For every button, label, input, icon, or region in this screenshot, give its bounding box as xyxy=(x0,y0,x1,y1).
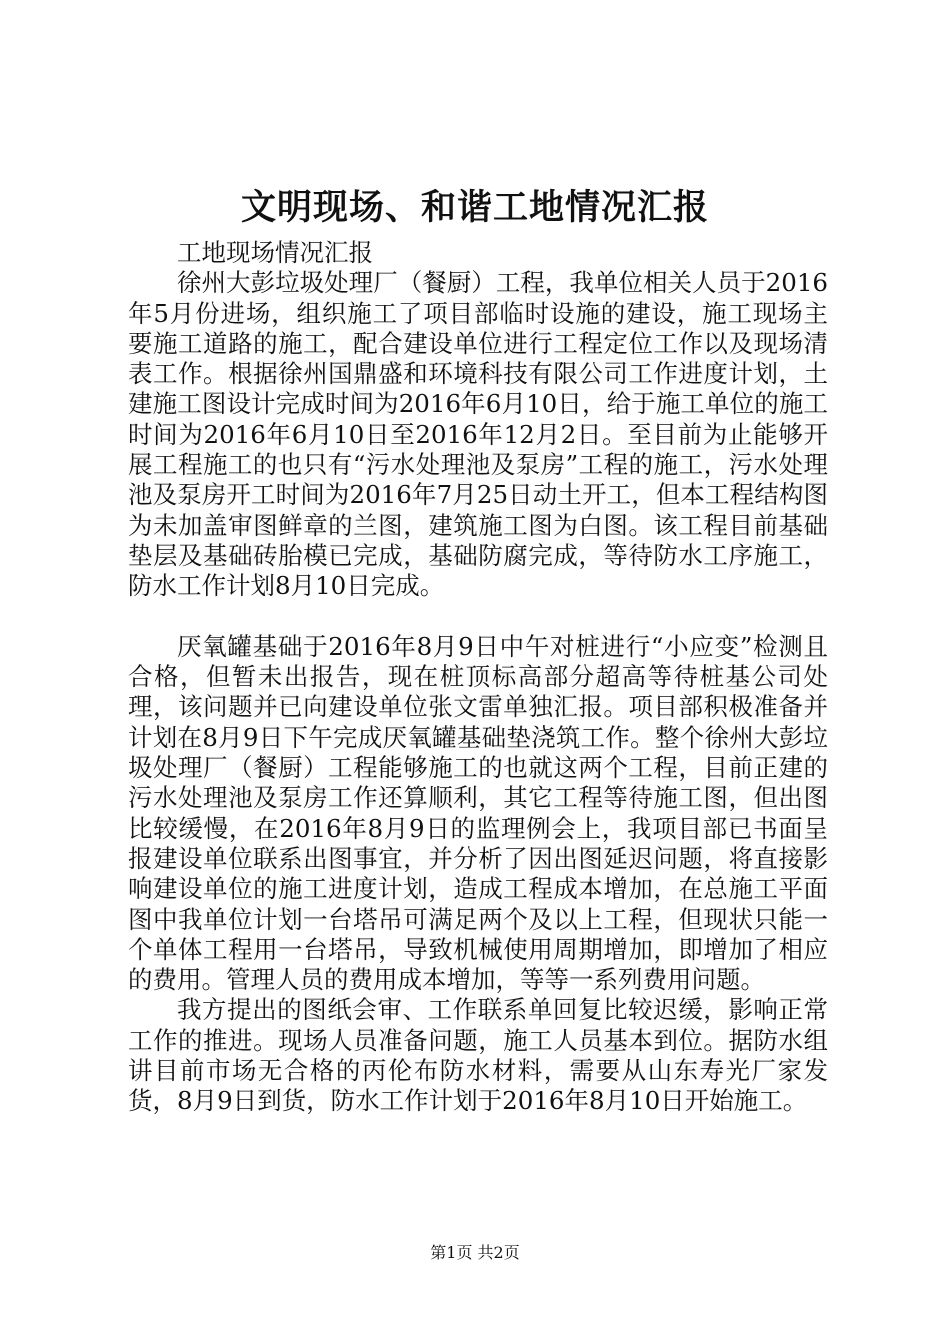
section-heading: 工地现场情况汇报 xyxy=(177,238,373,267)
paragraph-3: 我方提出的图纸会审、工作联系单回复比较迟缓，影响正常工作的推进。现场人员准备问题，施工人员基本到位。据防水组讲目前市场无合格的丙伦布防水材料，需要从山东寿光厂家发货，8月9日到货，防水工作计划于2016年8月10日开始施工。 xyxy=(128,995,828,1116)
paragraph-2: 厌氧罐基础于2016年8月9日中午对桩进行“小应变”检测且合格，但暂未出报告，现在桩顶标高部分超高等待桩基公司处理，该问题并已向建设单位张文雷单独汇报。项目部积极准备并计划在8月9日下午完成厌氧罐基础垫浇筑工作。整个徐州大彭垃圾处理厂（餐厨）工程能够施工的也就这两个工程，目前正建的污水处理池及泵房工作还算顺利，其它工程等待施工图，但出图比较缓慢，在2016年8月9日的监理例会上，我项目部已书面呈报建设单位联系出图事宜，并分析了因出图延迟问题，将直接影响建设单位的施工进度计划，造成工程成本增加，在总施工平面图中我单位计划一台塔吊可满足两个及以上工程，但现状只能一个单体工程用一台塔吊，导致机械使用周期增加，即增加了相应的费用。管理人员的费用成本增加，等等一系列费用问题。 xyxy=(128,631,828,995)
page-number-footer: 第1页 共2页 xyxy=(430,1243,520,1262)
document-body xyxy=(128,238,828,1117)
paragraph-1: 徐州大彭垃圾处理厂（餐厨）工程，我单位相关人员于2016年5月份进场，组织施工了项目部临时设施的建设，施工现场主要施工道路的施工，配合建设单位进行工程定位工作以及现场清表工作。根据徐州国鼎盛和环境科技有限公司工作进度计划，土建施工图设计完成时间为2016年6月10日，给于施工单位的施工时间为2016年6月10日至2016年12月2日。至目前为止能够开展工程施工的也只有“污水处理池及泵房”工程的施工，污水处理池及泵房开工时间为2016年7月25日动土开工，但本工程结构图为未加盖审图鲜章的兰图，建筑施工图为白图。该工程目前基础垫层及基础砖胎模已完成，基础防腐完成，等待防水工序施工，防水工作计划8月10日完成。 xyxy=(128,268,828,601)
document-title: 文明现场、和谐工地情况汇报 xyxy=(240,187,709,228)
